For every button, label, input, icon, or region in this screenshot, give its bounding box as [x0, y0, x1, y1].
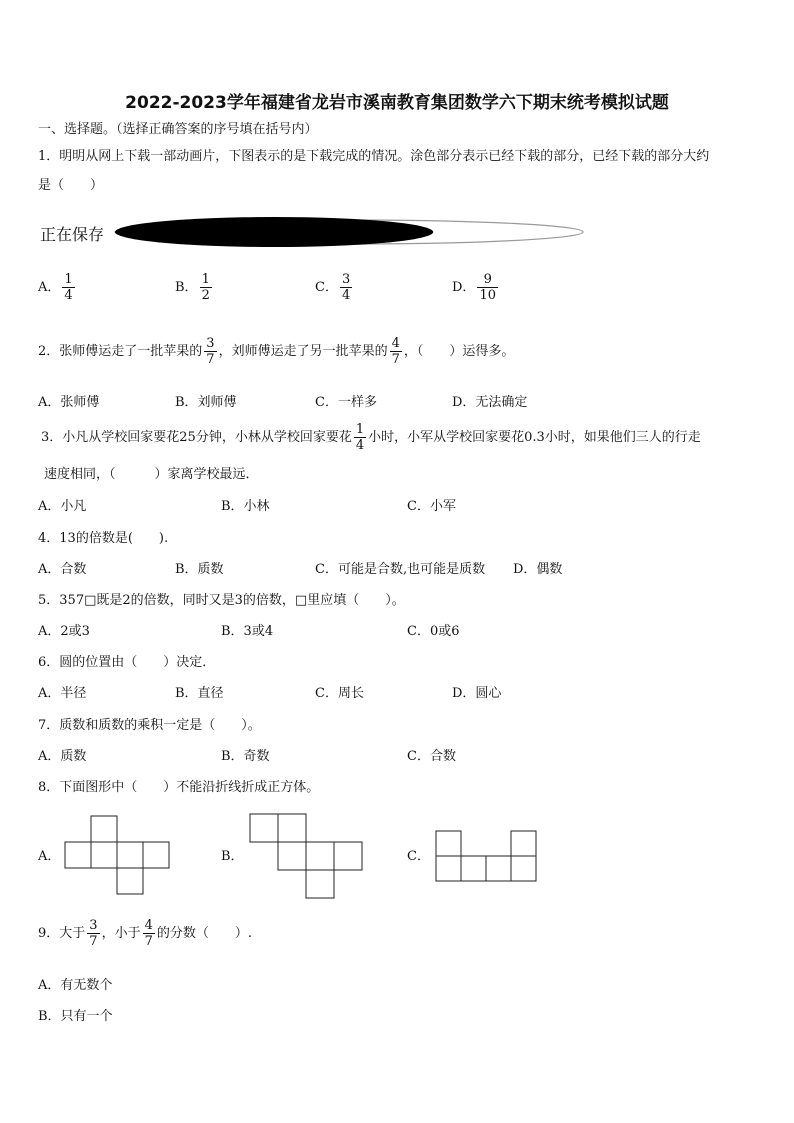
q4-option-c[interactable]: C．可能是合数,也可能是质数 — [315, 562, 486, 577]
q7-option-b[interactable]: B．奇数 — [221, 749, 270, 764]
q5-option-a[interactable]: A．2或3 — [38, 624, 90, 639]
q9-option-a[interactable]: A．有无数个 — [38, 978, 113, 993]
q2-option-a[interactable]: A．张师傅 — [38, 395, 100, 410]
q1-text-line2: 是（ ） — [38, 178, 104, 193]
denominator: 7 — [206, 352, 215, 367]
q6-text: 6．圆的位置由（ ）决定． — [38, 655, 216, 670]
fraction — [87, 918, 99, 949]
q9-part2: ，小于 — [101, 926, 141, 941]
fraction — [340, 272, 352, 303]
numerator: 4 — [144, 918, 153, 933]
q5-text: 5．357□既是2的倍数，同时又是3的倍数，□里应填（ ）。 — [38, 593, 405, 608]
denominator: 7 — [89, 934, 98, 949]
q9-part3: 的分数（ ）. — [156, 926, 252, 941]
q6-option-a[interactable]: A．半径 — [38, 686, 87, 701]
q2-option-c[interactable]: C．一样多 — [315, 395, 377, 410]
numerator: 1 — [64, 272, 73, 287]
q2-part2: ，刘师傅运走了另一批苹果的 — [218, 344, 388, 359]
q3-option-c[interactable]: C．小军 — [407, 499, 456, 514]
numerator: 3 — [89, 918, 98, 933]
numerator: 3 — [206, 336, 215, 351]
fraction — [354, 422, 366, 453]
q2-option-b[interactable]: B．刘师傅 — [175, 395, 237, 410]
numerator: 1 — [201, 272, 210, 287]
q8-option-a[interactable]: A． — [38, 849, 61, 864]
numerator: 1 — [355, 422, 365, 437]
cube-net-b — [249, 813, 363, 899]
q4-option-d[interactable]: D．偶数 — [513, 562, 563, 577]
denominator: 7 — [144, 934, 153, 949]
cube-net-c — [435, 830, 537, 882]
q1-option-a[interactable] — [38, 272, 77, 303]
numerator: 3 — [341, 272, 351, 287]
q1-text-line1: 1．明明从网上下载一部动画片，下图表示的是下载完成的情况。涂色部分表示已经下载的部分，已经下载的部分大约 — [38, 149, 710, 164]
denominator: 2 — [201, 288, 210, 303]
q4-option-b[interactable]: B．质数 — [175, 562, 224, 577]
download-progress-bar — [112, 216, 586, 248]
section-heading: 一、选择题。（选择正确答案的序号填在括号内） — [38, 122, 318, 137]
q1-option-b[interactable] — [175, 272, 214, 303]
q4-text: 4．13的倍数是( ). — [38, 531, 169, 546]
q6-option-b[interactable]: B．直径 — [175, 686, 224, 701]
denominator: 7 — [391, 352, 400, 367]
q7-text: 7．质数和质数的乘积一定是（ ）。 — [38, 718, 261, 733]
q1-option-d[interactable] — [452, 272, 500, 303]
q1-option-c[interactable] — [315, 272, 354, 303]
fraction — [200, 272, 212, 303]
fraction — [143, 918, 155, 949]
q8-text: 8．下面图形中（ ）不能沿折线折成正方体。 — [38, 780, 320, 795]
numerator: 4 — [391, 336, 400, 351]
q6-option-d[interactable]: D．圆心 — [452, 686, 502, 701]
denominator: 4 — [341, 288, 351, 303]
fraction — [62, 272, 74, 303]
q6-option-c[interactable]: C．周长 — [315, 686, 364, 701]
fraction — [477, 272, 498, 303]
q5-option-c[interactable]: C．0或6 — [407, 624, 460, 639]
denominator: 10 — [479, 288, 496, 303]
progress-label: 正在保存 — [40, 225, 105, 244]
q7-option-a[interactable]: A．质数 — [38, 749, 87, 764]
q2-part1: 2．张师傅运走了一批苹果的 — [38, 344, 203, 359]
q9-text — [38, 918, 252, 949]
q3-part2: 小时，小军从学校回家要花0.3小时，如果他们三人的行走 — [368, 430, 701, 445]
q2-option-d[interactable]: D．无法确定 — [452, 395, 528, 410]
option-letter: B． — [175, 280, 198, 295]
q3-part1: 3．小凡从学校回家要花25分钟，小林从学校回家要花 — [41, 430, 352, 445]
q3-text-line1 — [41, 422, 701, 453]
progress-fill — [115, 217, 433, 247]
q7-option-c[interactable]: C．合数 — [407, 749, 456, 764]
q8-option-c[interactable]: C． — [407, 849, 430, 864]
cube-net-a — [64, 815, 174, 899]
q2-part3: ，（ ）运得多。 — [403, 344, 515, 359]
option-letter: D． — [452, 280, 476, 295]
denominator: 4 — [64, 288, 73, 303]
q5-option-b[interactable]: B．3或4 — [221, 624, 274, 639]
q8-option-b[interactable]: B． — [221, 849, 244, 864]
numerator: 9 — [477, 272, 498, 288]
q3-option-a[interactable]: A．小凡 — [38, 499, 87, 514]
denominator: 4 — [355, 438, 365, 453]
fraction — [204, 336, 216, 367]
fraction — [390, 336, 402, 367]
q2-text — [38, 336, 514, 367]
option-letter: C． — [315, 280, 338, 295]
q4-option-a[interactable]: A．合数 — [38, 562, 87, 577]
page-title: 2022-2023学年福建省龙岩市溪南教育集团数学六下期末统考模拟试题 — [125, 93, 669, 113]
option-letter: A． — [38, 280, 61, 295]
q9-option-b[interactable]: B．只有一个 — [38, 1009, 113, 1024]
q9-part1: 9．大于 — [38, 926, 86, 941]
q3-text-line2: 速度相同，（ ）家离学校最远． — [44, 467, 259, 482]
q3-option-b[interactable]: B．小林 — [221, 499, 270, 514]
